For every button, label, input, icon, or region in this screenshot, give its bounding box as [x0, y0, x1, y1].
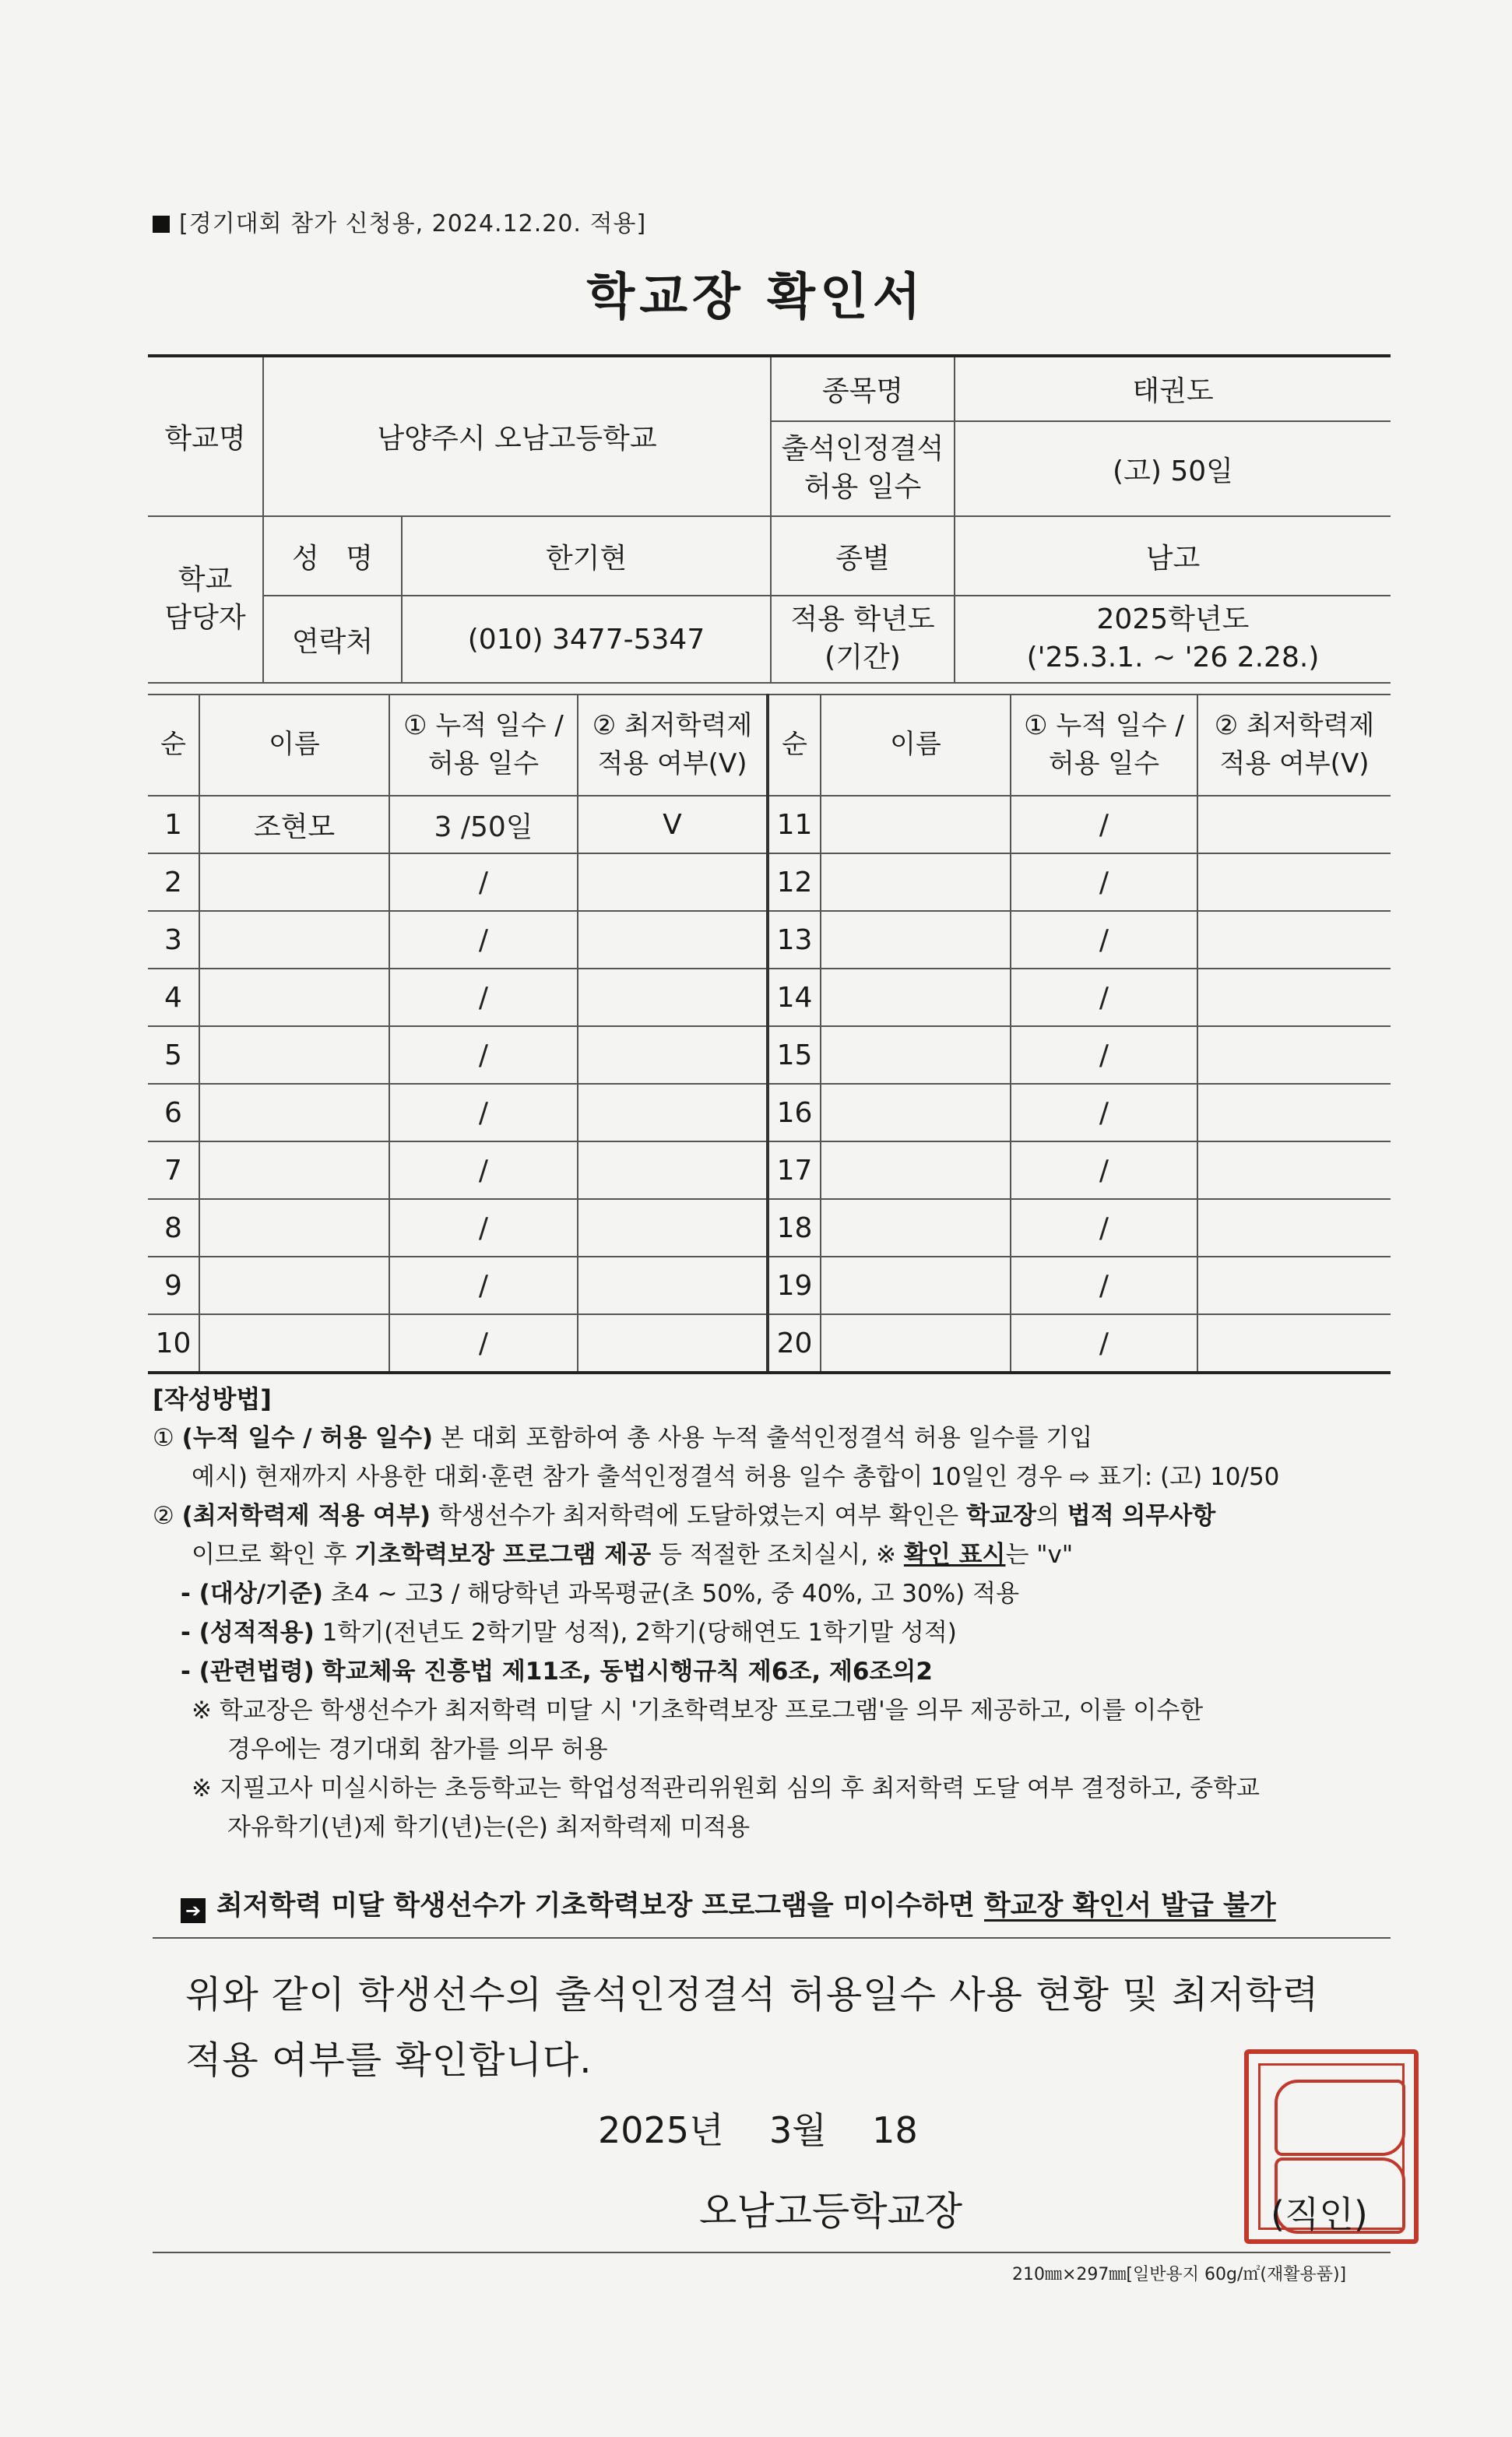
divider-top	[153, 1937, 1391, 1939]
seal-label: (직인)	[1271, 2193, 1368, 2235]
min-check-cell	[578, 1141, 768, 1199]
item2-text2: 의	[1036, 1502, 1060, 1530]
item2-line2-c: 등 적절한 조치실시, ※	[659, 1541, 897, 1569]
row-number: 11	[768, 796, 821, 853]
min-check-cell	[578, 1199, 768, 1257]
days-cell: /	[1011, 911, 1197, 969]
instr-note1-line2: 경우에는 경기대회 참가를 의무 허용	[227, 1735, 608, 1764]
student-name-cell	[199, 1257, 389, 1314]
absence-value: (고) 50일	[955, 421, 1391, 516]
school-value: 남양주시 오남고등학교	[263, 356, 771, 516]
sport-value: 태권도	[955, 356, 1391, 421]
days-cell: /	[389, 853, 578, 911]
header-days-line2: 허용 일수	[427, 748, 540, 779]
notice	[181, 1884, 1276, 1923]
paper-spec-footer: 210㎜×297㎜[일반용지 60g/㎡(재활용품)]	[1012, 2265, 1347, 2284]
days-cell: /	[389, 969, 578, 1026]
days-cell: /	[389, 1084, 578, 1141]
student-name-cell: 조현모	[199, 796, 389, 853]
student-name-cell	[821, 1257, 1011, 1314]
min-check-cell	[1197, 1026, 1391, 1084]
header-min-line2: 적용 여부(V)	[597, 748, 747, 779]
year-label-line2: (기간)	[825, 642, 901, 673]
absence-label-line2: 허용 일수	[803, 471, 922, 503]
table-row	[148, 1199, 1391, 1257]
student-name-cell	[821, 1026, 1011, 1084]
days-cell: /	[389, 1314, 578, 1373]
row-number: 8	[148, 1199, 199, 1257]
student-name-cell	[199, 1084, 389, 1141]
header-min-2	[1197, 695, 1391, 796]
student-name-cell	[199, 1314, 389, 1373]
year-label-line1: 적용 학년도	[790, 603, 935, 636]
days-cell: /	[389, 1257, 578, 1314]
year-value	[955, 596, 1391, 683]
arrow-box-icon: ➔	[181, 1898, 206, 1923]
row-number: 16	[768, 1084, 821, 1141]
sub3-bold: - (관련법령)	[181, 1658, 315, 1686]
instr-item1-example: 예시) 현재까지 사용한 대회·훈련 참가 출석인정결석 허용 일수 총합이 10일인 경우 ⇨ 표기: (고) 10/50	[192, 1463, 1280, 1491]
notice-text: 최저학력 미달 학생선수가 기초학력보장 프로그램을 미이수하면	[216, 1890, 975, 1922]
instr-sub2	[153, 1613, 1398, 1652]
year-value-line1: 2025학년도	[1096, 603, 1250, 636]
days-cell: /	[1011, 969, 1197, 1026]
header-days	[389, 695, 578, 796]
contact-label: 연락처	[263, 596, 402, 683]
student-name-cell	[821, 969, 1011, 1026]
manager-label-line2: 담당자	[164, 602, 246, 634]
student-name-cell	[821, 1084, 1011, 1141]
item2-bold: (최저학력제 적용 여부)	[181, 1502, 431, 1530]
item1-text: 본 대회 포함하여 총 사용 누적 출석인정결석 허용 일수를 기입	[440, 1424, 1093, 1452]
absence-label	[771, 421, 955, 516]
header-note-text: [경기대회 참가 신청용, 2024.12.20. 적용]	[179, 210, 647, 237]
days-cell: /	[1011, 1141, 1197, 1199]
student-name-cell	[199, 1141, 389, 1199]
min-check-cell	[1197, 796, 1391, 853]
header-min-line1: ② 최저학력제	[592, 709, 753, 741]
manager-label	[148, 516, 263, 683]
student-name-cell	[199, 853, 389, 911]
min-check-cell	[1197, 1314, 1391, 1373]
instr-item2-line2	[153, 1535, 1398, 1574]
row-number: 14	[768, 969, 821, 1026]
days-cell: /	[389, 1026, 578, 1084]
days-cell: /	[1011, 1257, 1197, 1314]
student-name-cell	[821, 911, 1011, 969]
item1-num: ①	[153, 1424, 174, 1452]
principal-name: 오남고등학교장	[699, 2189, 963, 2234]
row-number: 1	[148, 796, 199, 853]
school-label: 학교명	[148, 356, 263, 516]
item2-bold2: 학교장	[966, 1502, 1036, 1530]
item2-text: 학생선수가 최저학력에 도달하였는지 여부 확인은	[438, 1502, 959, 1530]
min-check-cell	[578, 1314, 768, 1373]
table-row	[148, 1084, 1391, 1141]
min-check-cell	[578, 1026, 768, 1084]
student-name-cell	[821, 796, 1011, 853]
sub2-text: 1학기(전년도 2학기말 성적), 2학기(당해연도 1학기말 성적)	[322, 1619, 957, 1647]
sub1-bold: - (대상/기준)	[181, 1580, 324, 1608]
name-label: 성 명	[263, 516, 402, 596]
header-min	[578, 695, 768, 796]
instr-note2-line2: 자유학기(년)제 학기(년)는(은) 최저학력제 미적용	[227, 1813, 751, 1841]
year-value-line2: ('25.3.1. ~ '26 2.28.)	[1026, 642, 1320, 673]
instr-note2-line1: ※ 지필고사 미실시하는 초등학교는 학업성적관리위원회 심의 후 최저학력 도달 여부 결정하고, 중학교	[192, 1774, 1261, 1802]
days-cell: /	[1011, 1314, 1197, 1373]
days-cell: /	[1011, 853, 1197, 911]
contact-value: (010) 3477-5347	[402, 596, 771, 683]
student-name-cell	[199, 1026, 389, 1084]
days-cell: /	[389, 911, 578, 969]
min-check-cell	[578, 969, 768, 1026]
row-number: 12	[768, 853, 821, 911]
row-number: 5	[148, 1026, 199, 1084]
row-number: 3	[148, 911, 199, 969]
student-name-cell	[199, 911, 389, 969]
gender-value: 남고	[955, 516, 1391, 596]
row-number: 17	[768, 1141, 821, 1199]
min-check-cell	[1197, 1257, 1391, 1314]
row-number: 7	[148, 1141, 199, 1199]
min-check-cell	[1197, 911, 1391, 969]
confirmation-line1: 위와 같이 학생선수의 출석인정결석 허용일수 사용 현황 및 최저학력	[185, 1973, 1320, 2017]
header-days-2	[1011, 695, 1197, 796]
roster-body	[148, 695, 1391, 1373]
min-check-cell	[1197, 969, 1391, 1026]
min-check-cell	[578, 1084, 768, 1141]
header-min-2-line1: ② 최저학력제	[1214, 709, 1375, 741]
year-label	[771, 596, 955, 683]
header-name: 이름	[199, 695, 389, 796]
days-cell: /	[1011, 796, 1197, 853]
roster-table	[148, 694, 1391, 1374]
header-name-2: 이름	[821, 695, 1011, 796]
row-number: 19	[768, 1257, 821, 1314]
row-number: 18	[768, 1199, 821, 1257]
divider-bottom	[153, 2252, 1391, 2253]
header-no-2: 순	[768, 695, 821, 796]
min-check-cell	[578, 911, 768, 969]
min-check-cell: V	[578, 796, 768, 853]
instr-item1	[153, 1419, 1398, 1458]
student-name-cell	[821, 1314, 1011, 1373]
sub3-text: 학교체육 진흥법 제11조, 동법시행규칙 제6조, 제6조의2	[322, 1658, 933, 1686]
issue-date: 2025년 3월 18	[598, 2109, 918, 2151]
confirmation-line2: 적용 여부를 확인합니다.	[185, 2038, 592, 2082]
table-row	[148, 911, 1391, 969]
absence-label-line1: 출석인정결석	[781, 433, 944, 466]
item1-bold: (누적 일수 / 허용 일수)	[181, 1424, 434, 1452]
header-no: 순	[148, 695, 199, 796]
gender-label: 종별	[771, 516, 955, 596]
confirmation-text	[185, 1962, 1384, 2093]
item2-num: ②	[153, 1502, 174, 1530]
days-cell: /	[389, 1141, 578, 1199]
instructions	[153, 1380, 1398, 1847]
header-min-2-line2: 적용 여부(V)	[1219, 748, 1370, 779]
manager-label-line1: 학교	[178, 564, 233, 596]
seal-glyph-top	[1275, 2080, 1405, 2156]
min-check-cell	[578, 853, 768, 911]
student-name-cell	[821, 853, 1011, 911]
header-days-line1: ① 누적 일수 /	[403, 709, 564, 741]
table-row	[148, 853, 1391, 911]
row-number: 13	[768, 911, 821, 969]
item2-line2-b: 기초학력보장 프로그램 제공	[354, 1541, 652, 1569]
table-row	[148, 796, 1391, 853]
header-days-2-line1: ① 누적 일수 /	[1024, 709, 1184, 741]
row-number: 9	[148, 1257, 199, 1314]
table-row	[148, 1026, 1391, 1084]
row-number: 4	[148, 969, 199, 1026]
sub2-bold: - (성적적용)	[181, 1619, 315, 1647]
days-cell: /	[1011, 1026, 1197, 1084]
sport-label: 종목명	[771, 356, 955, 421]
instr-sub3	[153, 1652, 1398, 1691]
header-note	[153, 204, 646, 238]
row-number: 6	[148, 1084, 199, 1141]
name-value: 한기현	[402, 516, 771, 596]
table-row	[148, 969, 1391, 1026]
days-cell: /	[1011, 1199, 1197, 1257]
student-name-cell	[199, 969, 389, 1026]
instr-sub1	[153, 1574, 1398, 1613]
item2-line2-d: 확인 표시	[903, 1541, 1006, 1569]
instr-item2	[153, 1496, 1398, 1535]
student-name-cell	[821, 1141, 1011, 1199]
min-check-cell	[1197, 1199, 1391, 1257]
student-name-cell	[821, 1199, 1011, 1257]
days-cell: /	[389, 1199, 578, 1257]
info-table	[148, 354, 1391, 684]
sub1-text: 초4 ~ 고3 / 해당학년 과목평균(초 50%, 중 40%, 고 30%) 적용	[330, 1580, 1020, 1608]
table-row	[148, 1314, 1391, 1373]
item2-line2-a: 이므로 확인 후	[192, 1541, 347, 1569]
table-row	[148, 1257, 1391, 1314]
days-cell: /	[1011, 1084, 1197, 1141]
item2-line2-e: 는 "v"	[1005, 1541, 1074, 1569]
row-number: 20	[768, 1314, 821, 1373]
row-number: 15	[768, 1026, 821, 1084]
min-check-cell	[1197, 853, 1391, 911]
min-check-cell	[1197, 1141, 1391, 1199]
page-title: 학교장 확인서	[586, 269, 926, 326]
row-number: 2	[148, 853, 199, 911]
instructions-heading: [작성방법]	[153, 1384, 272, 1414]
square-bullet-icon	[153, 216, 170, 233]
days-cell: 3 /50일	[389, 796, 578, 853]
roster-header-row	[148, 695, 1391, 796]
table-row	[148, 1141, 1391, 1199]
student-name-cell	[199, 1199, 389, 1257]
row-number: 10	[148, 1314, 199, 1373]
instr-note1-line1: ※ 학교장은 학생선수가 최저학력 미달 시 '기초학력보장 프로그램'을 의무 제공하고, 이를 이수한	[192, 1697, 1204, 1725]
notice-underlined: 학교장 확인서 발급 불가	[984, 1890, 1276, 1922]
header-days-2-line2: 허용 일수	[1048, 748, 1160, 779]
min-check-cell	[578, 1257, 768, 1314]
item2-bold3: 법적 의무사항	[1067, 1502, 1216, 1530]
min-check-cell	[1197, 1084, 1391, 1141]
